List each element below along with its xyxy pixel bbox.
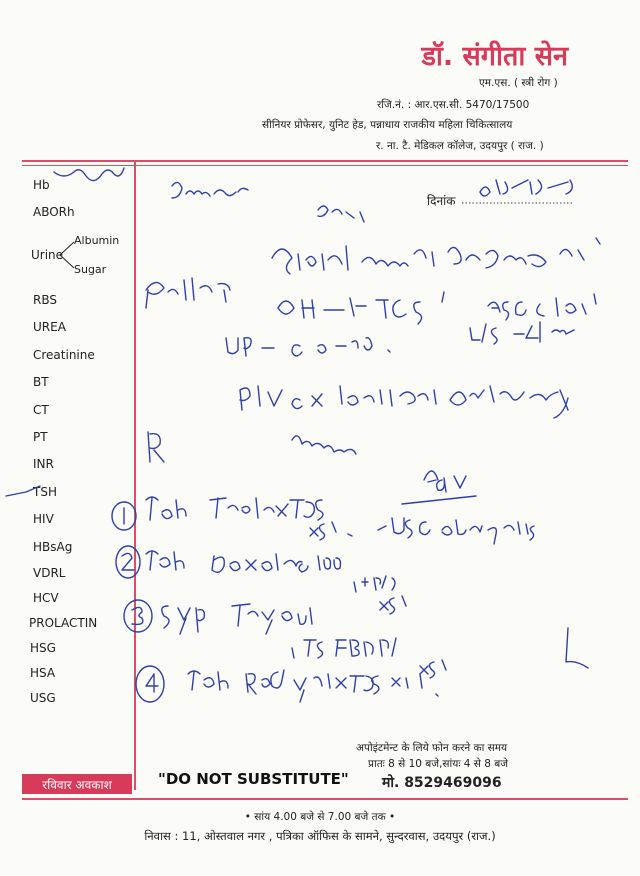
test-item: HBsAg (33, 540, 73, 554)
test-item: HSA (30, 666, 56, 680)
test-item: HCV (33, 591, 59, 605)
test-item: ABORh (33, 205, 75, 219)
test-item: TSH (33, 485, 57, 499)
test-item: HSG (30, 641, 56, 655)
doctor-name: डॉ. संगीता सेन (421, 41, 568, 72)
test-item: UREA (33, 320, 66, 334)
sunday-holiday-badge: रविवार अवकाश (22, 774, 132, 794)
test-item: Creatinine (33, 348, 95, 362)
test-item: RBS (33, 293, 57, 307)
test-item: INR (33, 457, 54, 471)
evening-hours: • सांय 4.00 बजे से 7.00 बजे तक • (244, 811, 396, 823)
handwritten-prescription (0, 150, 640, 730)
test-item: HIV (33, 512, 54, 526)
test-item: PROLACTIN (29, 616, 98, 630)
test-item: BT (33, 375, 49, 389)
test-item: Albumin (74, 234, 120, 247)
date-label: दिनांक (427, 194, 456, 208)
test-item: Hb (33, 178, 50, 192)
footer-divider (22, 798, 628, 800)
test-item: USG (30, 691, 56, 705)
do-not-substitute-label: "DO NOT SUBSTITUTE" (158, 770, 349, 788)
college: र. ना. टै. मेडिकल कॉलेज, उदयपुर ( राज. ) (376, 140, 544, 152)
appointment-timing: प्रातः 8 से 10 बजे,सांयः 4 से 8 बजे (368, 758, 509, 770)
test-item: PT (33, 430, 48, 444)
test-item: CT (33, 403, 49, 417)
test-item: Urine (31, 248, 64, 262)
test-item: Sugar (74, 263, 107, 276)
appointment-note: अपोइंटमेन्ट के लिये फोन करने का समय (356, 742, 508, 754)
qualification: एम.एस. ( स्त्री रोग ) (479, 77, 558, 89)
residence-address: निवास : 11, ओस्तवाल नगर , पत्रिका ऑफिस के सामने, सुन्दरवास, उदयपुर (राज.) (144, 829, 496, 843)
test-item: VDRL (33, 566, 66, 580)
designation: सीनियर प्रोफेसर, युनिट हेड, पन्नाधाय राजकीय महिला चिकित्सालय (262, 119, 513, 131)
phone-number: मो. 8529469096 (382, 775, 502, 791)
registration-number: रजि.नं. : आर.एस.सी. 5470/17500 (377, 99, 530, 111)
